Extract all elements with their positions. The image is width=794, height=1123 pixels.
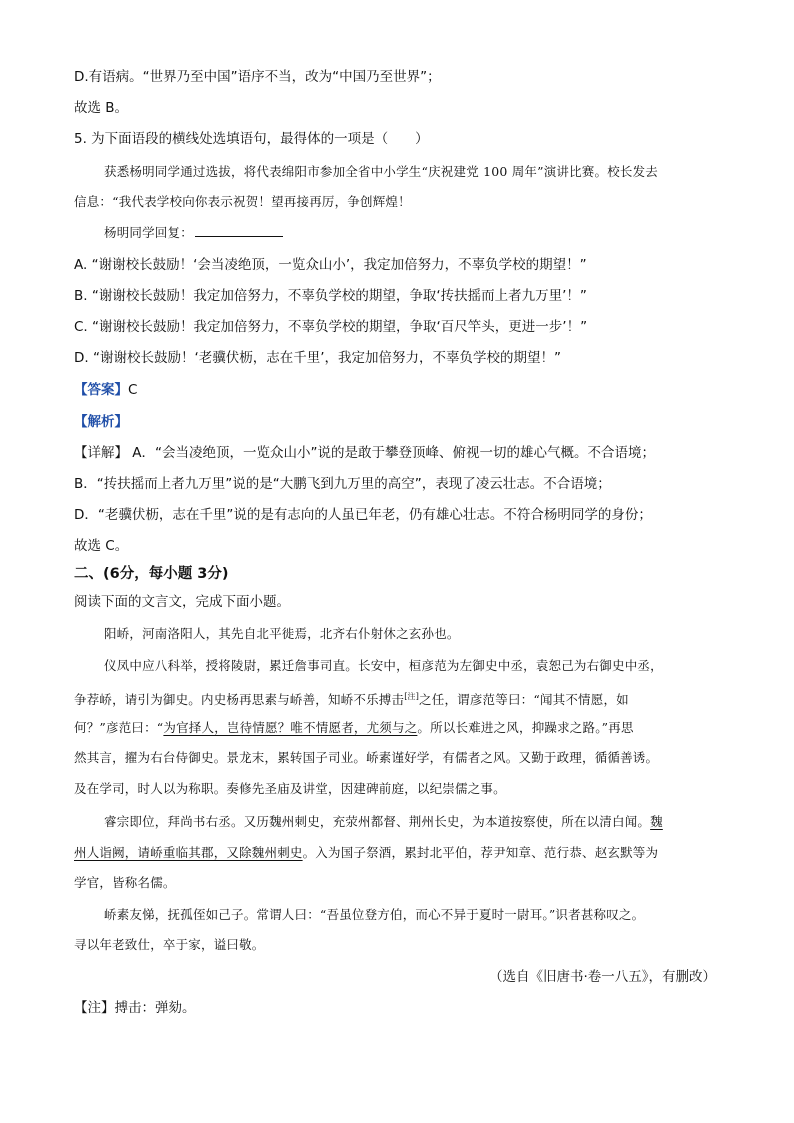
analysis-tag: 【解析】 bbox=[74, 414, 128, 430]
answer-tag: 【答案】 bbox=[74, 382, 128, 398]
reply-label: 杨明同学回复： bbox=[104, 225, 193, 240]
section-intro: 阅读下面的文言文，完成下面小题。 bbox=[74, 594, 290, 610]
passage-line: 获悉杨明同学通过选拔，将代表绵阳市参加全省中小学生“庆祝建党 100 周年”演讲比赛。校长发去 bbox=[104, 164, 658, 179]
option-c: C. “谢谢校长鼓励！我定加倍努力，不辜负学校的期望，争取‘百尺竿头，更进一步’！” bbox=[74, 319, 588, 335]
detail-line-a bbox=[74, 444, 655, 462]
text-segment: 。入为国子祭酒，累封北平伯，荐尹知章、范行恭、赵玄默等为 bbox=[302, 845, 659, 860]
source-citation: （选自《旧唐书·卷一八五》，有删改） bbox=[488, 969, 716, 985]
classical-text-line: 峤素友悌，抚孤侄如己子。常谓人曰：“吾虽位登方伯，而心不异于夏时一尉耳。”识者甚称叹之。 bbox=[104, 907, 645, 922]
classical-text-line: 仪凤中应八科举，授将陵尉，累迁詹事司直。长安中，桓彦范为左御史中丞，袁恕己为右御史中丞， bbox=[104, 658, 663, 673]
classical-text-line bbox=[74, 844, 658, 862]
footnote: 【注】搏击：弹劾。 bbox=[74, 1000, 196, 1016]
footnote-marker: [注] bbox=[404, 692, 420, 701]
detail-line-b: B．“抟扶摇而上者九万里”说的是“大鹏飞到九万里的高空”，表现了凌云壮志。不合语境； bbox=[74, 476, 611, 492]
text-segment: 睿宗即位，拜尚书右丞。又历魏州刺史，充荥州都督、荆州长史，为本道按察使，所在以清白闻。 bbox=[104, 814, 651, 829]
classical-text-line bbox=[74, 688, 629, 709]
classical-text-line: 然其言，擢为右台侍御史。景龙末，累转国子司业。峤素谨好学，有儒者之风。又勤于政理，循循善诱。 bbox=[74, 750, 659, 765]
underlined-sentence: 为官择人，岂待情愿？唯不情愿者，尤须与之 bbox=[163, 720, 418, 735]
underlined-sentence: 州人诣阙，请峤重临其郡，又除魏州刺史 bbox=[74, 845, 303, 860]
underlined-sentence: 魏 bbox=[650, 814, 663, 829]
text-segment: 争荐峤，请引为御史。内史杨再思素与峤善，知峤不乐搏击 bbox=[74, 692, 405, 708]
detail-tag: 【详解】 bbox=[74, 445, 128, 461]
classical-text-line: 及在学司，时人以为称职。奏修先圣庙及讲堂，因建碑前庭，以纪崇儒之事。 bbox=[74, 781, 506, 796]
classical-text-line bbox=[104, 813, 663, 831]
text-line-d-option-analysis: D.有语病。“世界乃至中国”语序不当，改为“中国乃至世界”； bbox=[74, 69, 441, 85]
question-5-stem: 5. 为下面语段的横线处选填语句，最得体的一项是（ ） bbox=[74, 131, 429, 147]
classical-text-line bbox=[74, 719, 634, 737]
passage-line: 信息：“我代表学校向你表示祝贺！望再接再厉，争创辉煌！ bbox=[74, 194, 411, 209]
answer-value: C bbox=[128, 382, 138, 398]
option-a: A. “谢谢校长鼓励！‘会当凌绝顶，一览众山小’，我定加倍努力，不辜负学校的期望！” bbox=[74, 257, 587, 273]
text-segment: 何？”彦范曰：“ bbox=[74, 720, 164, 735]
option-d: D. “谢谢校长鼓励！‘老骥伏枥，志在千里’，我定加倍努力，不辜负学校的期望！” bbox=[74, 350, 562, 366]
detail-choose-c: 故选 C。 bbox=[74, 538, 129, 554]
reply-line bbox=[104, 224, 283, 242]
text-segment: 。所以长难进之风，抑躁求之路。”再思 bbox=[417, 720, 634, 735]
option-b: B. “谢谢校长鼓励！我定加倍努力，不辜负学校的期望，争取‘抟扶摇而上者九万里’！” bbox=[74, 288, 587, 304]
section-two-heading: 二、(6分，每小题 3分) bbox=[74, 566, 229, 582]
text-line-choose-b: 故选 B。 bbox=[74, 100, 129, 116]
classical-text-line: 学官，皆称名儒。 bbox=[74, 875, 176, 890]
classical-text-line: 阳峤，河南洛阳人，其先自北平徙焉，北齐右仆射休之玄孙也。 bbox=[104, 626, 460, 641]
detail-text: A．“会当凌绝顶，一览众山小”说的是敢于攀登顶峰、俯视一切的雄心气概。不合语境； bbox=[128, 445, 656, 461]
detail-line-d: D．“老骥伏枥，志在千里”说的是有志向的人虽已年老，仍有雄心壮志。不符合杨明同学的身份； bbox=[74, 507, 652, 523]
answer-blank bbox=[195, 224, 283, 237]
text-segment: 之任，谓彦范等曰：“闻其不情愿，如 bbox=[419, 692, 629, 708]
classical-text-line: 寻以年老致仕，卒于家，谥曰敬。 bbox=[74, 937, 265, 952]
answer-line bbox=[74, 381, 137, 399]
